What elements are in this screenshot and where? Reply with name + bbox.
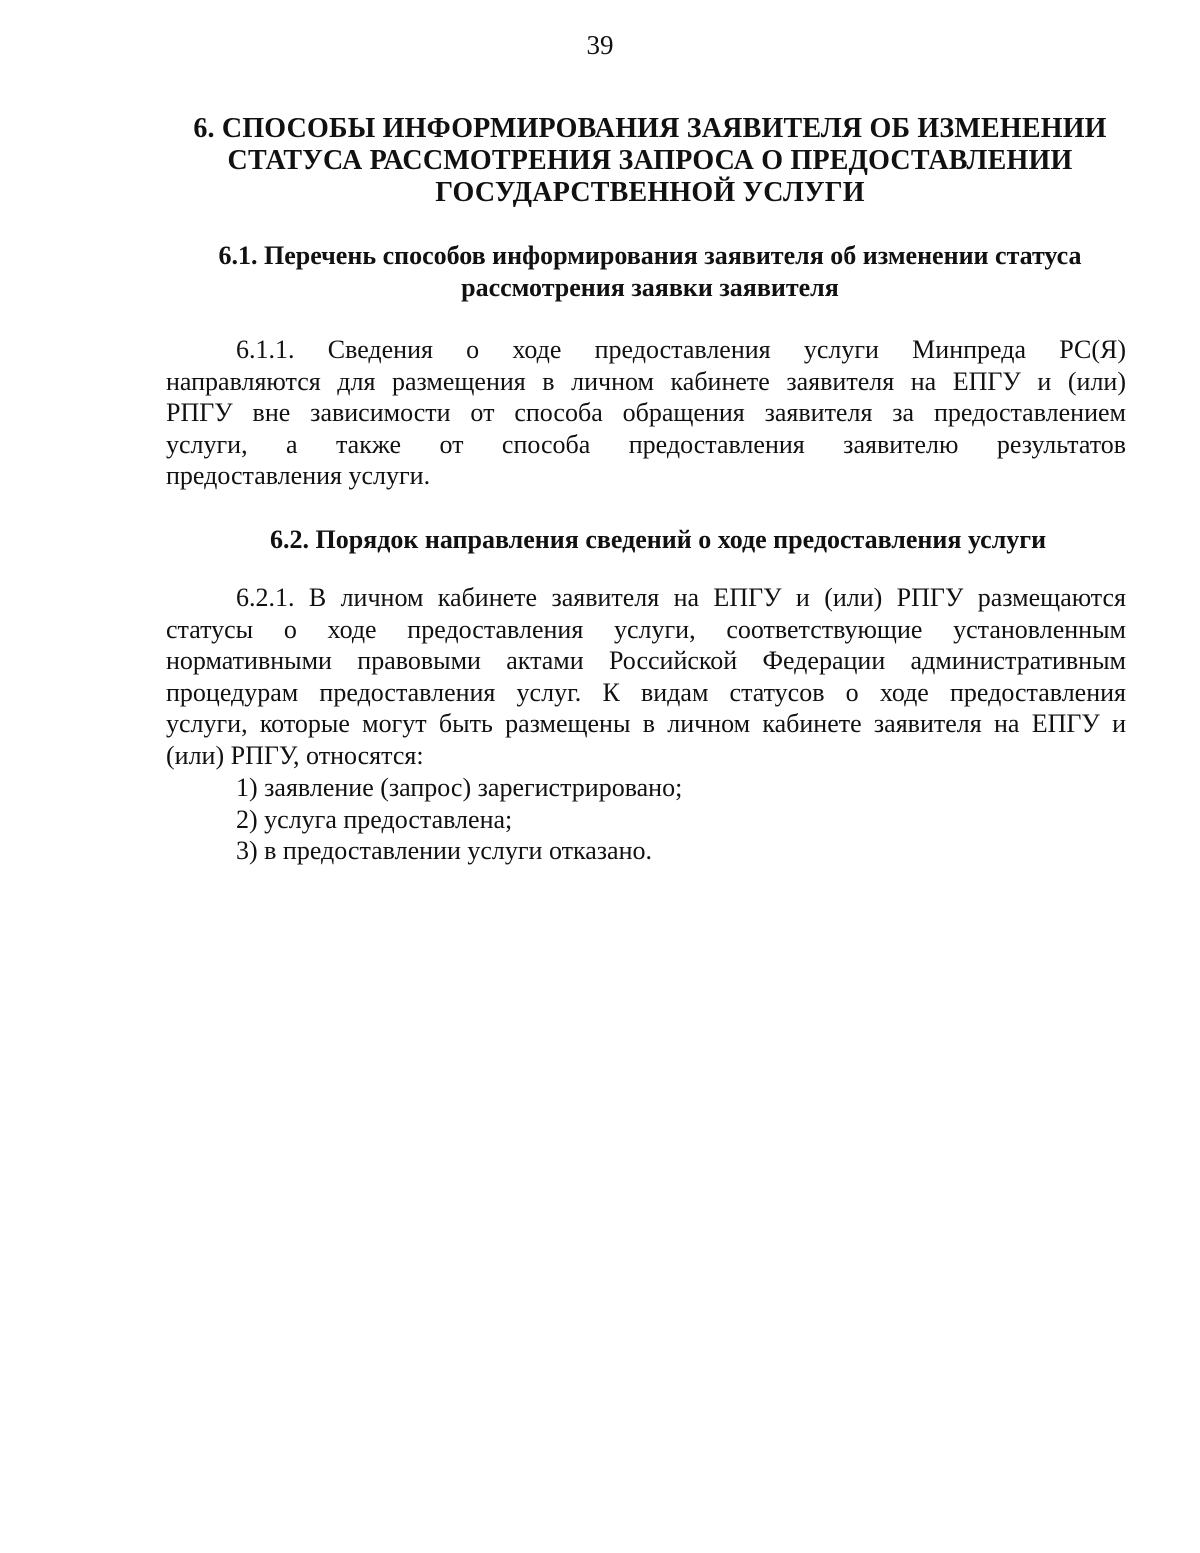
section-title-line: 6. СПОСОБЫ ИНФОРМИРОВАНИЯ ЗАЯВИТЕЛЯ ОБ ИЗМЕНЕНИИ xyxy=(193,113,1107,144)
section-title xyxy=(170,113,1130,209)
paragraph-line: нормативными правовыми актами Российской Федерации административным xyxy=(166,646,1126,675)
list-item: 1) заявление (запрос) зарегистрировано; xyxy=(236,773,683,802)
list-item: 2) услуга предоставлена; xyxy=(236,804,513,834)
paragraph-line: РПГУ вне зависимости от способа обращения заявителя за предоставлением xyxy=(166,398,1126,427)
paragraph-6-1-1 xyxy=(166,334,1126,492)
subsection-title-line: 6.1. Перечень способов информирования заявителя об изменении статуса xyxy=(218,241,1082,270)
paragraph-line: процедурам предоставления услуг. К видам статусов о ходе предоставления xyxy=(166,677,1126,707)
paragraph-line: 6.2.1. В личном кабинете заявителя на ЕПГУ и (или) РПГУ размещаются xyxy=(236,583,1126,612)
section-title-line: ГОСУДАРСТВЕННОЙ УСЛУГИ xyxy=(435,177,865,208)
status-list xyxy=(236,772,682,867)
paragraph-line: услуги, а также от способа предоставления заявителю результатов xyxy=(166,429,1126,459)
subsection-title-line: 6.2. Порядок направления сведений о ходе предоставления услуги xyxy=(270,525,1047,554)
section-title-line: СТАТУСА РАССМОТРЕНИЯ ЗАПРОСА О ПРЕДОСТАВЛЕНИИ xyxy=(227,145,1073,176)
paragraph-6-2-1 xyxy=(166,582,1126,771)
list-item: 3) в предоставлении услуги отказано. xyxy=(236,836,652,865)
paragraph-line: услуги, которые могут быть размещены в личном кабинете заявителя на ЕПГУ и xyxy=(166,709,1126,738)
subsection-title-6-1 xyxy=(170,240,1130,304)
paragraph-line: предоставления услуги. xyxy=(166,461,431,490)
subsection-title-6-2 xyxy=(270,524,1100,556)
subsection-title-line: рассмотрения заявки заявителя xyxy=(461,273,839,302)
page-number: 39 xyxy=(586,30,614,60)
paragraph-line: направляются для размещения в личном кабинете заявителя на ЕПГУ и (или) xyxy=(166,366,1126,396)
paragraph-line: статусы о ходе предоставления услуги, соответствующие установленным xyxy=(166,614,1126,644)
paragraph-line: (или) РПГУ, относятся: xyxy=(166,740,424,770)
paragraph-line: 6.1.1. Сведения о ходе предоставления услуги Минпреда РС(Я) xyxy=(236,335,1126,364)
